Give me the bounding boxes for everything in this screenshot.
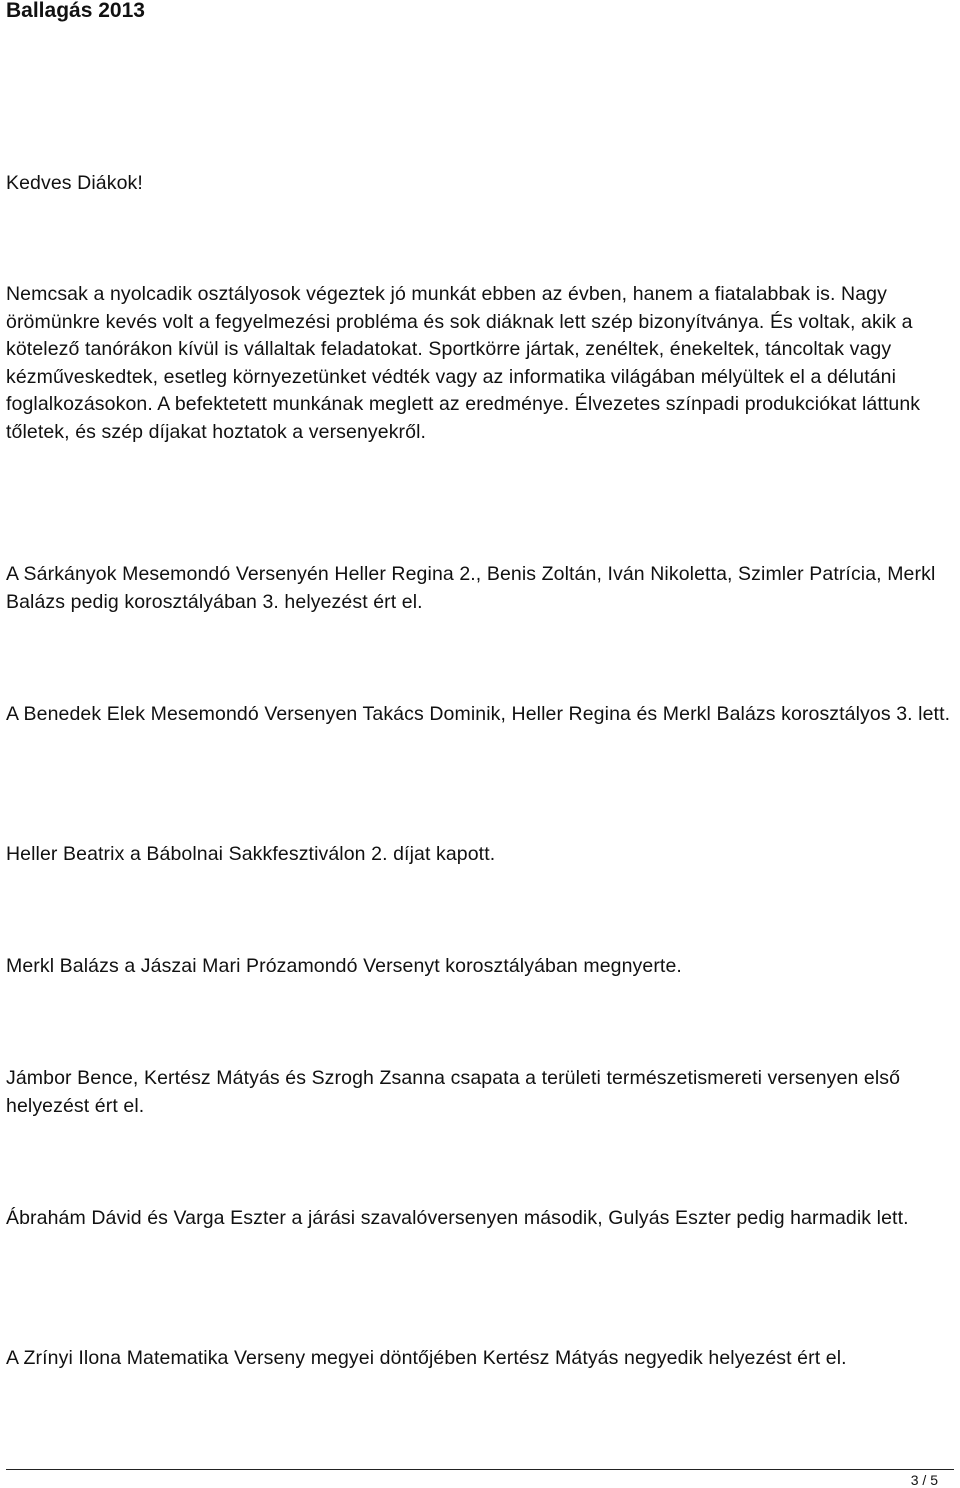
- paragraph-benedek-elek: A Benedek Elek Mesemondó Versenyen Takács Dominik, Heller Regina és Merkl Balázs korosztályos 3. lett.: [6, 703, 951, 725]
- paragraph-termeszetismereti: Jámbor Bence, Kertész Mátyás és Szrogh Zsanna csapata a területi természetismereti versenyen első helyezést ért el.: [6, 1067, 901, 1117]
- footer-divider: [6, 1469, 954, 1470]
- document-title: Ballagás 2013: [6, 0, 145, 22]
- paragraph-sakkfesztival: Heller Beatrix a Bábolnai Sakkfesztiválon 2. díjat kapott.: [6, 843, 496, 865]
- paragraph-szavaloverseny: Ábrahám Dávid és Varga Eszter a járási szavalóversenyen második, Gulyás Eszter pedig harmadik lett.: [6, 1207, 909, 1229]
- paragraph-jaszai-mari: Merkl Balázs a Jászai Mari Prózamondó Versenyt korosztályában megnyerte.: [6, 955, 682, 977]
- page-number: 3 / 5: [910, 1472, 938, 1488]
- paragraph-zrinyi-ilona: A Zrínyi Ilona Matematika Verseny megyei döntőjében Kertész Mátyás negyedik helyezést ért el.: [6, 1347, 847, 1369]
- greeting: Kedves Diákok!: [6, 172, 143, 194]
- paragraph-sarkanyok: A Sárkányok Mesemondó Versenyén Heller Regina 2., Benis Zoltán, Iván Nikoletta, Szimler Patrícia, Merkl Balázs pedig korosztályában 3. helyezést ért el.: [6, 563, 936, 613]
- paragraph-intro: Nemcsak a nyolcadik osztályosok végeztek jó munkát ebben az évben, hanem a fiatalabbak is. Nagy örömünkre kevés volt a fegyelmezési probléma és sok diáknak lett szép bizonyítványa. És voltak, akik a kötelező tanórákon kívül is vállaltak feladatokat. Sportkörre jártak, zenéltek, énekeltek, táncoltak vagy kézműveskedtek, esetleg környezetünket védték vagy az informatika világában mélyültek el a délutáni foglalkozásokon. A befektetett munkának meglett az eredménye. Élvezetes színpadi produkciókat láttunk tőletek, és szép díjakat hoztatok a versenyekről.: [6, 283, 921, 443]
